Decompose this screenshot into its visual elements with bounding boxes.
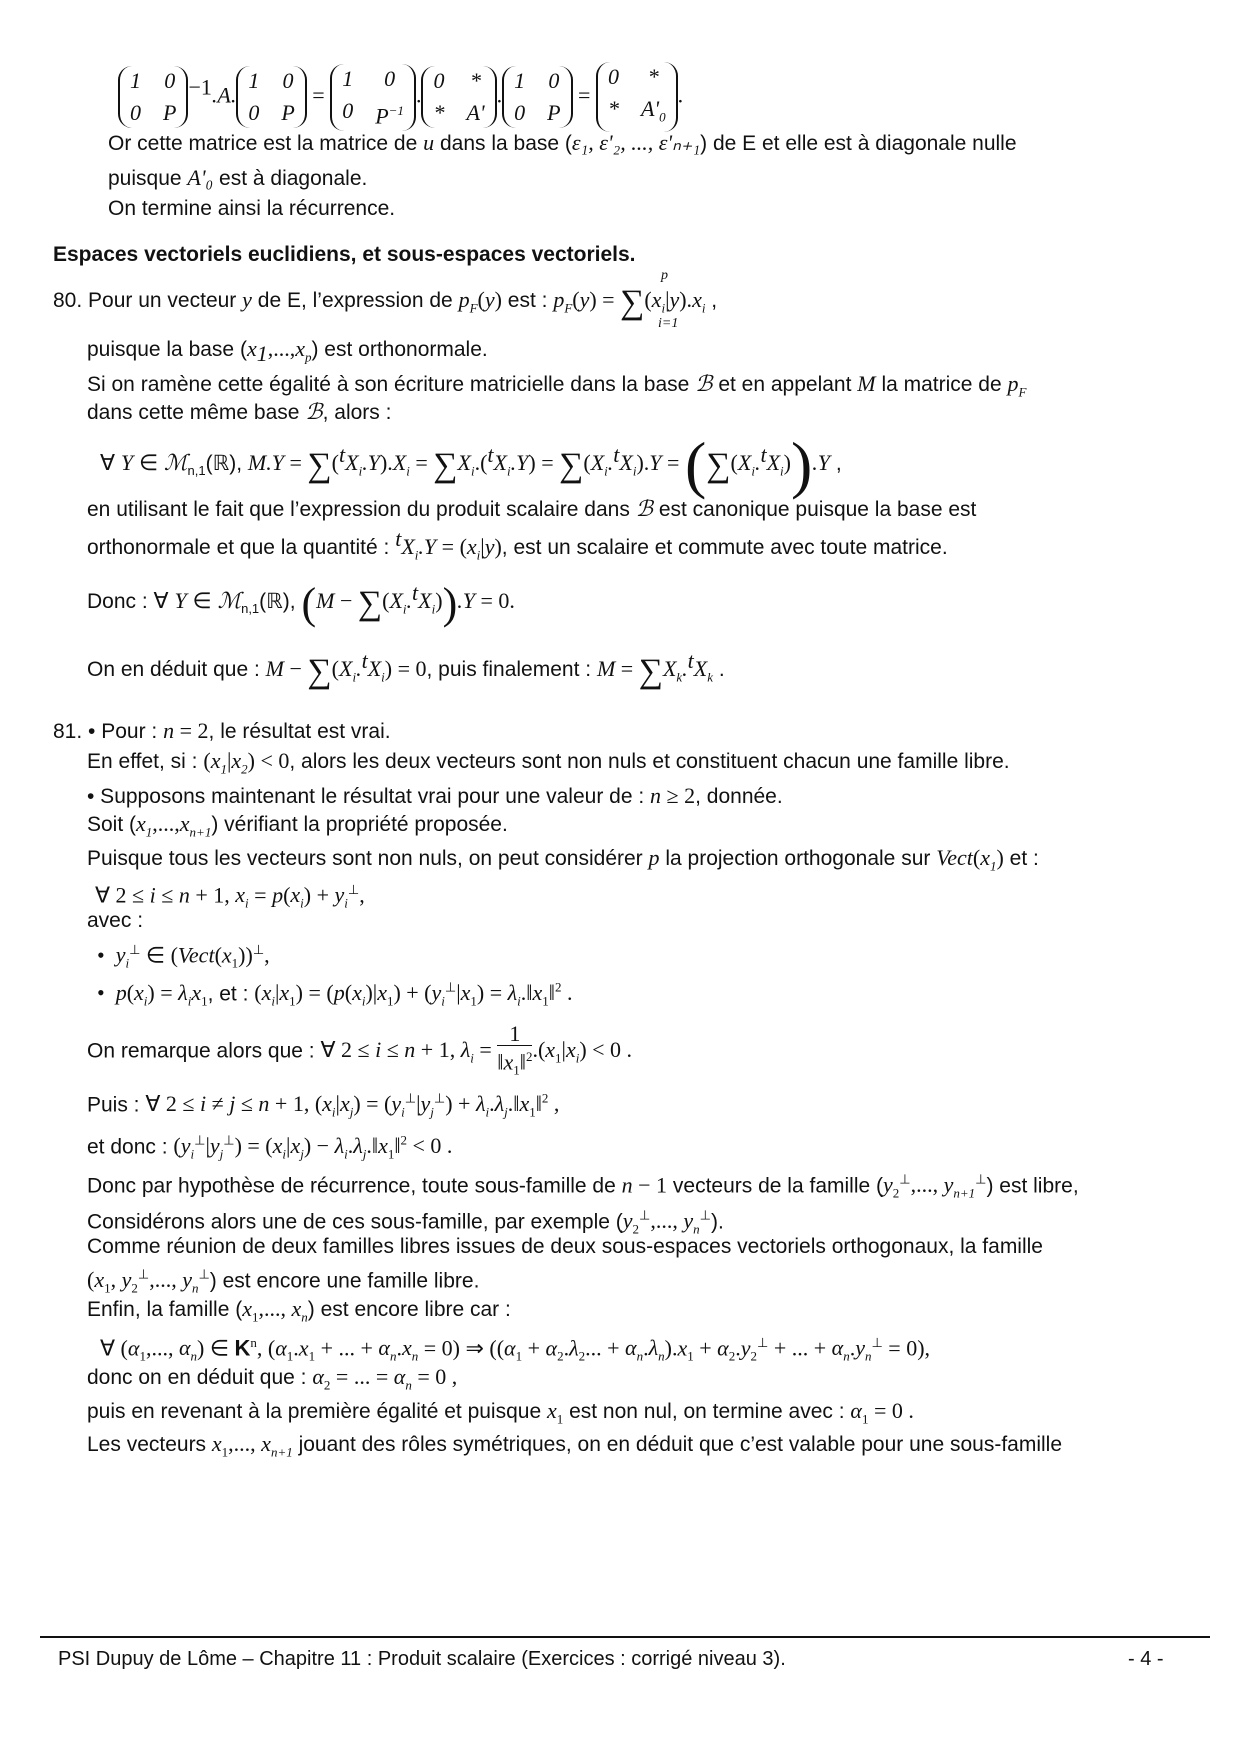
text-line: puisque la base $(x_1,...,x_p)$ est orthonormale. — [87, 336, 488, 367]
text-line: Soit $(x_1,...,x_{n+1})$ vérifiant la propriété proposée. — [87, 811, 508, 840]
matrix: 1 0 0 P — [236, 66, 306, 128]
text-line: Comme réunion de deux familles libres issues de deux sous-espaces vectoriels orthogonaux, la famille — [87, 1235, 1043, 1258]
matrix: 0 * * A' — [421, 66, 496, 128]
matrix: 0 * * $A'_0$ — [596, 62, 678, 132]
footer-rule — [40, 1636, 1210, 1638]
text-line: Enfin, la famille ($x_1$,..., $x_n$) est encore libre car : — [87, 1296, 511, 1325]
list-item: • $y_i^\perp$ ∈ $(Vect(x_1))^\perp$, — [97, 942, 270, 971]
matrix: 1 0 0 P — [502, 66, 572, 128]
text-line: Considérons alors une de ces sous-famille, par exemple ($y_2^\perp$,..., $y_n^\perp$). — [87, 1208, 724, 1237]
text-line: ($x_1$, $y_2^\perp$,..., $y_n^\perp$) est encore une famille libre. — [87, 1267, 480, 1296]
page-number: - 4 - — [1128, 1648, 1164, 1670]
matrix-equation: 1 0 0 P $^{-1}$.A. 1 0 0 P = 1 0 0 $P^{-1}$ . 0 * * A' . 1 0 0 P = 0 * * $A'_0$ . — [118, 62, 683, 132]
text-line: puisque A'₀ est à diagonale. — [108, 165, 368, 190]
text-line: orthonormale et que la quantité : $^tX_i.Y = (x_i|y)$, est un scalaire et commute avec toute matrice. — [87, 526, 948, 563]
text-line: Puis : ∀ 2 ≤ i ≠ j ≤ n + 1, $(x_i|x_j) = (y_i^\perp|y_j^\perp)$ + $\lambda_i.\lambda_j.‖x_1‖^2$ , — [87, 1091, 560, 1120]
matrix: 1 0 0 P — [118, 66, 188, 128]
text-line: On remarque alors que : ∀ 2 ≤ i ≤ n + 1, $\lambda_i$ = $\frac{1}{‖x_1‖^2}$ $.(x_1|x_i) < 0$ . — [87, 1021, 633, 1078]
display-equation: ∀ Y ∈ ℳ$_{n,1}$(ℝ), $M.Y = \sum(^tX_i.Y).X_i = \sum X_i.(^tX_i.Y) = \sum(X_i.^tX_i).Y = (\sum(X_i.^tX_i)).Y$ , — [100, 429, 842, 500]
text-line: ∀ 2 ≤ i ≤ n + 1, $x_i = p(x_i) + y_i^\perp$, — [95, 882, 365, 911]
text-line: Donc par hypothèse de récurrence, toute sous-famille de n − 1 vecteurs de la famille ($y_2^\perp$,..., $y_{n+1}^\perp$) est libre, — [87, 1172, 1079, 1201]
exercise-81-line: 81. • Pour : n = 2, le résultat est vrai. — [53, 718, 391, 743]
text-line: Si on ramène cette égalité à son écriture matricielle dans la base ℬ et en appelant M la matrice de $p_F$ — [87, 371, 1027, 400]
exercise-80-line: 80. Pour un vecteur y de E, l’expression de $p_F(y)$ est : $p_F(y) = \sum(x_i|y).x_i$ , — [53, 284, 718, 321]
text-line: ∀ ($\alpha_1$,..., $\alpha_n$) ∈ $K^n$, ($\alpha_1.x_1$ + ... + $\alpha_n.x_n = 0$) ⇒ (($\alpha_1 + \alpha_2.\lambda_2$... + $\alpha_n.\lambda_n).x_1 + \alpha_2.y_2^\perp$ + ... + $\alpha_n.y_n^\perp = 0$), — [100, 1335, 931, 1364]
section-title: Espaces vectoriels euclidiens, et sous-espaces vectoriels. — [53, 243, 636, 266]
text-line: dans cette même base ℬ, alors : — [87, 399, 392, 424]
text-line: • Supposons maintenant le résultat vrai pour une valeur de : n ≥ 2, donnée. — [87, 783, 783, 808]
text-line: Puisque tous les vecteurs sont non nuls, on peut considérer p la projection orthogonale sur $Vect(x_1)$ et : — [87, 845, 1039, 874]
text-line: Donc : ∀ Y ∈ ℳ$_{n,1}$(ℝ), $(M - \sum(X_i.^tX_i)).Y = 0$. — [87, 579, 515, 628]
text-line: avec : — [87, 909, 144, 932]
text-line: Or cette matrice est la matrice de u dans la base (ε₁, ε'₂, ..., ε'ₙ₊₁) de E et elle est à diagonale nulle — [108, 130, 1017, 155]
text-line: On en déduit que : $M - \sum(X_i.^tX_i) = 0$, puis finalement : $M = \sum X_k.^tX_k$ . — [87, 648, 725, 690]
text-line: donc on en déduit que : $\alpha_2$ = ... = $\alpha_n = 0$ , — [87, 1364, 458, 1393]
footer-text: PSI Dupuy de Lôme – Chapitre 11 : Produit scalaire (Exercices : corrigé niveau 3). — [58, 1648, 786, 1670]
text-line: puis en revenant à la première égalité et puisque $x_1$ est non nul, on termine avec : $\alpha_1 = 0$ . — [87, 1398, 914, 1427]
list-item: • $p(x_i) = \lambda_ix_1$, et : $(x_i|x_1) = (p(x_i)|x_1) + (y_i^\perp|x_1)$ = $\lambda_i.‖x_1‖^2$ . — [97, 980, 573, 1009]
text-line: On termine ainsi la récurrence. — [108, 197, 396, 220]
text-line: Les vecteurs $x_1$,..., $x_{n+1}$ jouant des rôles symétriques, on en déduit que c’est valable pour une sous-famille — [87, 1431, 1063, 1460]
text-line: et donc : $(y_i^\perp|y_j^\perp) = (x_i|x_j)$ − $\lambda_i.\lambda_j.‖x_1‖^2 < 0$ . — [87, 1133, 453, 1162]
text-line: en utilisant le fait que l’expression du produit scalaire dans ℬ est canonique puisque la base est — [87, 496, 977, 521]
matrix: 1 0 0 $P^{-1}$ — [330, 64, 416, 131]
text-line: En effet, si : $(x_1|x_2) < 0$, alors les deux vecteurs sont non nuls et constituent chacun une famille libre. — [87, 748, 1010, 777]
